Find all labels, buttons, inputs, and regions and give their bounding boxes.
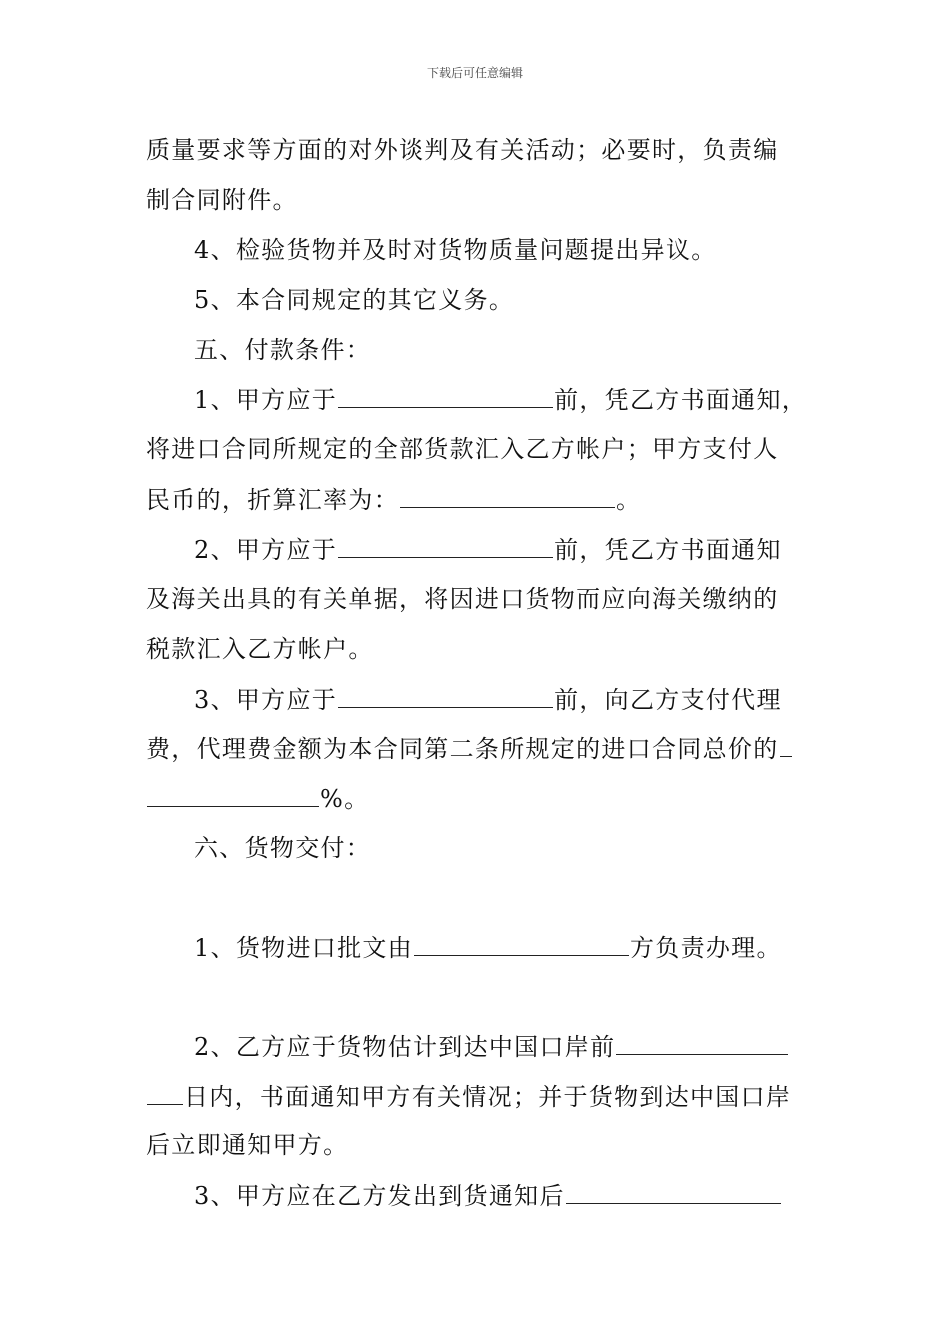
delivery-clause-3: 3、甲方应在乙方发出到货通知后 xyxy=(194,1181,782,1210)
blank-field xyxy=(414,933,629,956)
clause-4: 4、检验货物并及时对货物质量问题提出异议。 xyxy=(194,236,717,264)
blank-field xyxy=(338,385,553,408)
paragraph-line: 日内，书面通知甲方有关情况；并于货物到达中国口岸 xyxy=(146,1082,791,1111)
blank-field xyxy=(147,784,319,807)
delivery-clause-2: 2、乙方应于货物估计到达中国口岸前 xyxy=(194,1032,789,1061)
payment-clause-3: 3、甲方应于 前，向乙方支付代理 xyxy=(194,686,782,714)
blank-field xyxy=(566,1181,781,1204)
blank-field xyxy=(780,734,792,757)
blank-field xyxy=(338,535,553,558)
clause-5: 5、本合同规定的其它义务。 xyxy=(194,286,515,314)
paragraph-line: 将进口合同所规定的全部货款汇入乙方帐户；甲方支付人 xyxy=(146,435,779,463)
paragraph-line: 质量要求等方面的对外谈判及有关活动；必要时，负责编 xyxy=(146,136,779,164)
blank-field xyxy=(616,1032,788,1055)
blank-field xyxy=(400,485,615,508)
paragraph-line: 及海关出具的有关单据，将因进口货物而应向海关缴纳的 xyxy=(146,585,779,613)
page-header-note: 下载后可任意编辑 xyxy=(426,66,523,80)
blank-field xyxy=(147,1082,183,1105)
section-heading-payment: 五、付款条件： xyxy=(194,336,372,364)
blank-field xyxy=(338,685,553,708)
section-heading-delivery: 六、货物交付： xyxy=(194,834,372,862)
paragraph-line: 税款汇入乙方帐户。 xyxy=(146,635,374,663)
payment-clause-1: 1、甲方应于 前，凭乙方书面通知， xyxy=(194,386,808,414)
paragraph-line: 制合同附件。 xyxy=(146,186,298,214)
paragraph-line: 费，代理费金额为本合同第二条所规定的进口合同总价的 xyxy=(146,734,793,763)
paragraph-line: 后立即通知甲方。 xyxy=(146,1131,349,1159)
paragraph-line: 民币的，折算汇率为： 。 xyxy=(146,486,642,514)
delivery-clause-1: 1、货物进口批文由 方负责办理。 xyxy=(194,934,782,962)
paragraph-line: %。 xyxy=(146,784,369,813)
payment-clause-2: 2、甲方应于 前，凭乙方书面通知 xyxy=(194,536,782,564)
